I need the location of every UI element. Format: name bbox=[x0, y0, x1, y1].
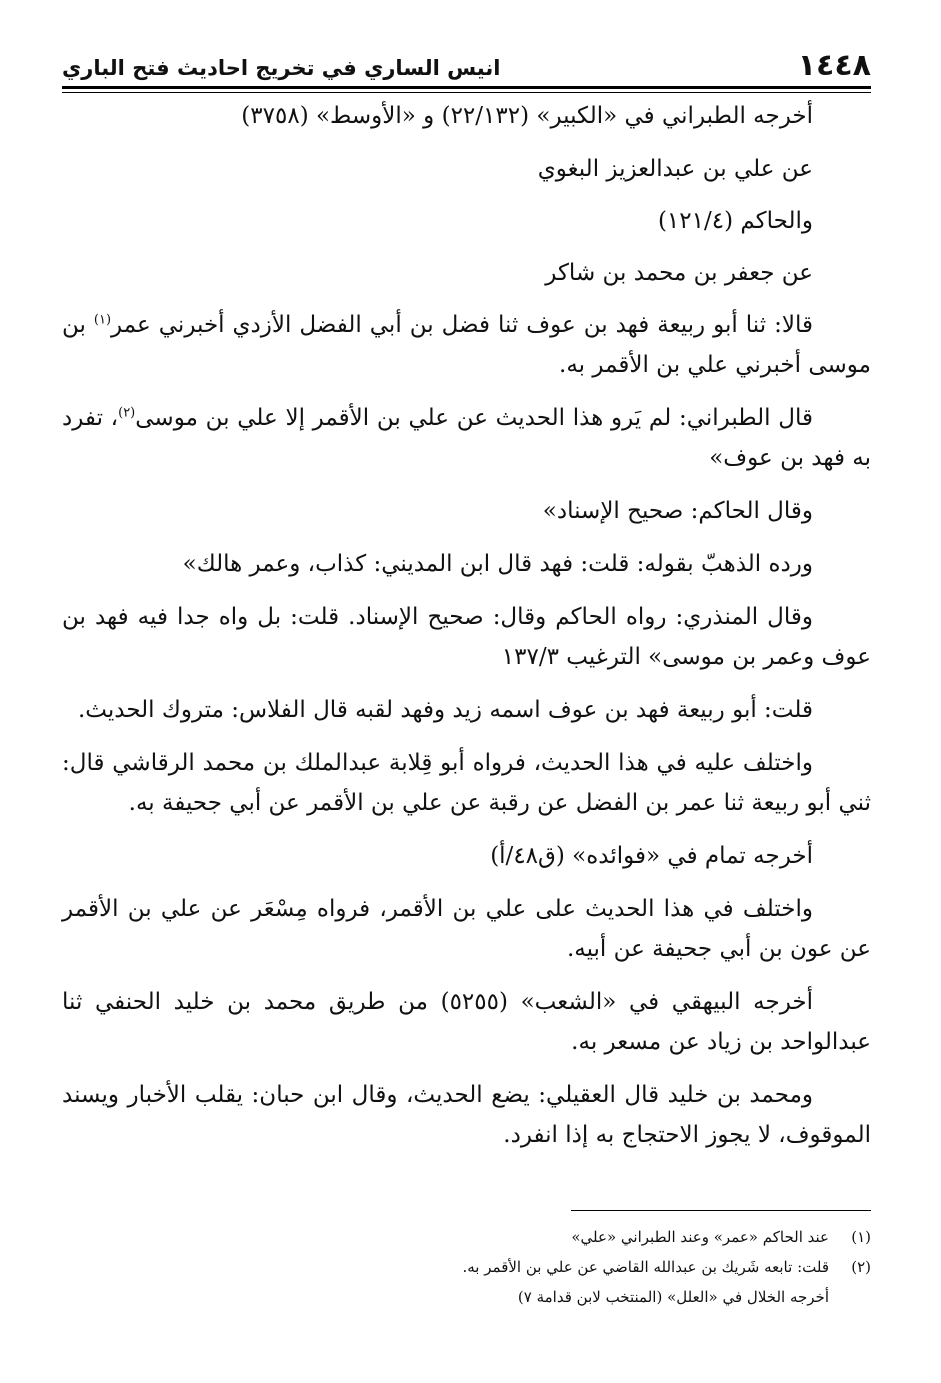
paragraph: قلت: أبو ربيعة فهد بن عوف اسمه زيد وفهد لقبه قال الفلاس: متروك الحديث. bbox=[77, 697, 813, 723]
footnote-2-continuation: أخرجه الخلال في «العلل» (المنتخب لابن قدامة ٧) bbox=[517, 1288, 829, 1306]
paragraph: والحاكم (١٢١/٤) bbox=[657, 208, 813, 234]
page-header bbox=[62, 38, 871, 84]
footnote-text: عند الحاكم «عمر» وعند الطبراني «علي» bbox=[571, 1228, 829, 1246]
footnote-number: (١) bbox=[851, 1228, 871, 1246]
paragraph: أخرجه الطبراني في «الكبير» (٢٢/١٣٢) و «الأوسط» (٣٧٥٨) bbox=[241, 103, 813, 129]
footnote-text: قلت: تابعه شَريك بن عبدالله القاضي عن علي بن الأقمر به. bbox=[462, 1258, 829, 1276]
footnote-separator bbox=[571, 1210, 871, 1211]
header-rule-thick bbox=[62, 86, 871, 89]
page-number: ١٤٤٨ bbox=[797, 48, 871, 83]
running-title: انيس الساري في تخريج احاديث فتح الباري bbox=[62, 56, 501, 80]
paragraph: أخرجه تمام في «فوائده» (ق٤٨/أ) bbox=[490, 843, 813, 869]
paragraph bbox=[62, 305, 871, 385]
paragraph-text: بن موسى أخبرني علي بن الأقمر به. bbox=[62, 312, 871, 378]
paragraph-text: ، تفرد به فهد بن عوف» bbox=[62, 405, 871, 471]
paragraph: عن جعفر بن محمد بن شاكر bbox=[545, 260, 813, 286]
paragraph: وقال الحاكم: صحيح الإسناد» bbox=[542, 498, 813, 524]
paragraph: عن علي بن عبدالعزيز البغوي bbox=[537, 156, 813, 182]
paragraph: وقال المنذري: رواه الحاكم وقال: صحيح الإسناد. قلت: بل واه جدا فيه فهد بن عوف وعمر بن موسى» الترغيب ١٣٧/٣ bbox=[62, 604, 871, 670]
paragraph-text: قال الطبراني: لم يَرو هذا الحديث عن علي بن الأقمر إلا علي بن موسى bbox=[135, 405, 813, 431]
footnote-marker: (١) bbox=[93, 312, 112, 328]
footnote-number: (٢) bbox=[851, 1258, 871, 1276]
footnote-2 bbox=[62, 1252, 871, 1282]
header-rule-thin bbox=[62, 92, 871, 93]
paragraph: واختلف عليه في هذا الحديث، فرواه أبو قِلابة عبدالملك بن محمد الرقاشي قال: ثني أبو ربيعة ثنا عمر بن الفضل عن رقبة عن علي بن الأقمر عن أبي جحيفة به. bbox=[62, 750, 871, 816]
footnotes bbox=[62, 1222, 871, 1312]
paragraph: ورده الذهبّ بقوله: قلت: فهد قال ابن المديني: كذاب، وعمر هالك» bbox=[182, 551, 813, 577]
paragraph: أخرجه البيهقي في «الشعب» (٥٢٥٥) من طريق محمد بن خليد الحنفي ثنا عبدالواحد بن زياد عن مسعر به. bbox=[62, 989, 871, 1055]
footnote-marker: (٢) bbox=[118, 405, 136, 421]
paragraph-text: قالا: ثنا أبو ربيعة فهد بن عوف ثنا فضل بن أبي الفضل الأزدي أخبرني عمر bbox=[111, 312, 813, 338]
main-text bbox=[62, 96, 871, 1168]
paragraph: واختلف في هذا الحديث على علي بن الأقمر، فرواه مِسْعَر عن علي بن الأقمر عن عون بن أبي جحيفة عن أبيه. bbox=[62, 896, 871, 962]
footnote-1 bbox=[62, 1222, 871, 1252]
paragraph bbox=[62, 398, 871, 478]
paragraph: ومحمد بن خليد قال العقيلي: يضع الحديث، وقال ابن حبان: يقلب الأخبار ويسند الموقوف، لا يجوز الاحتجاج به إذا انفرد. bbox=[62, 1082, 871, 1148]
